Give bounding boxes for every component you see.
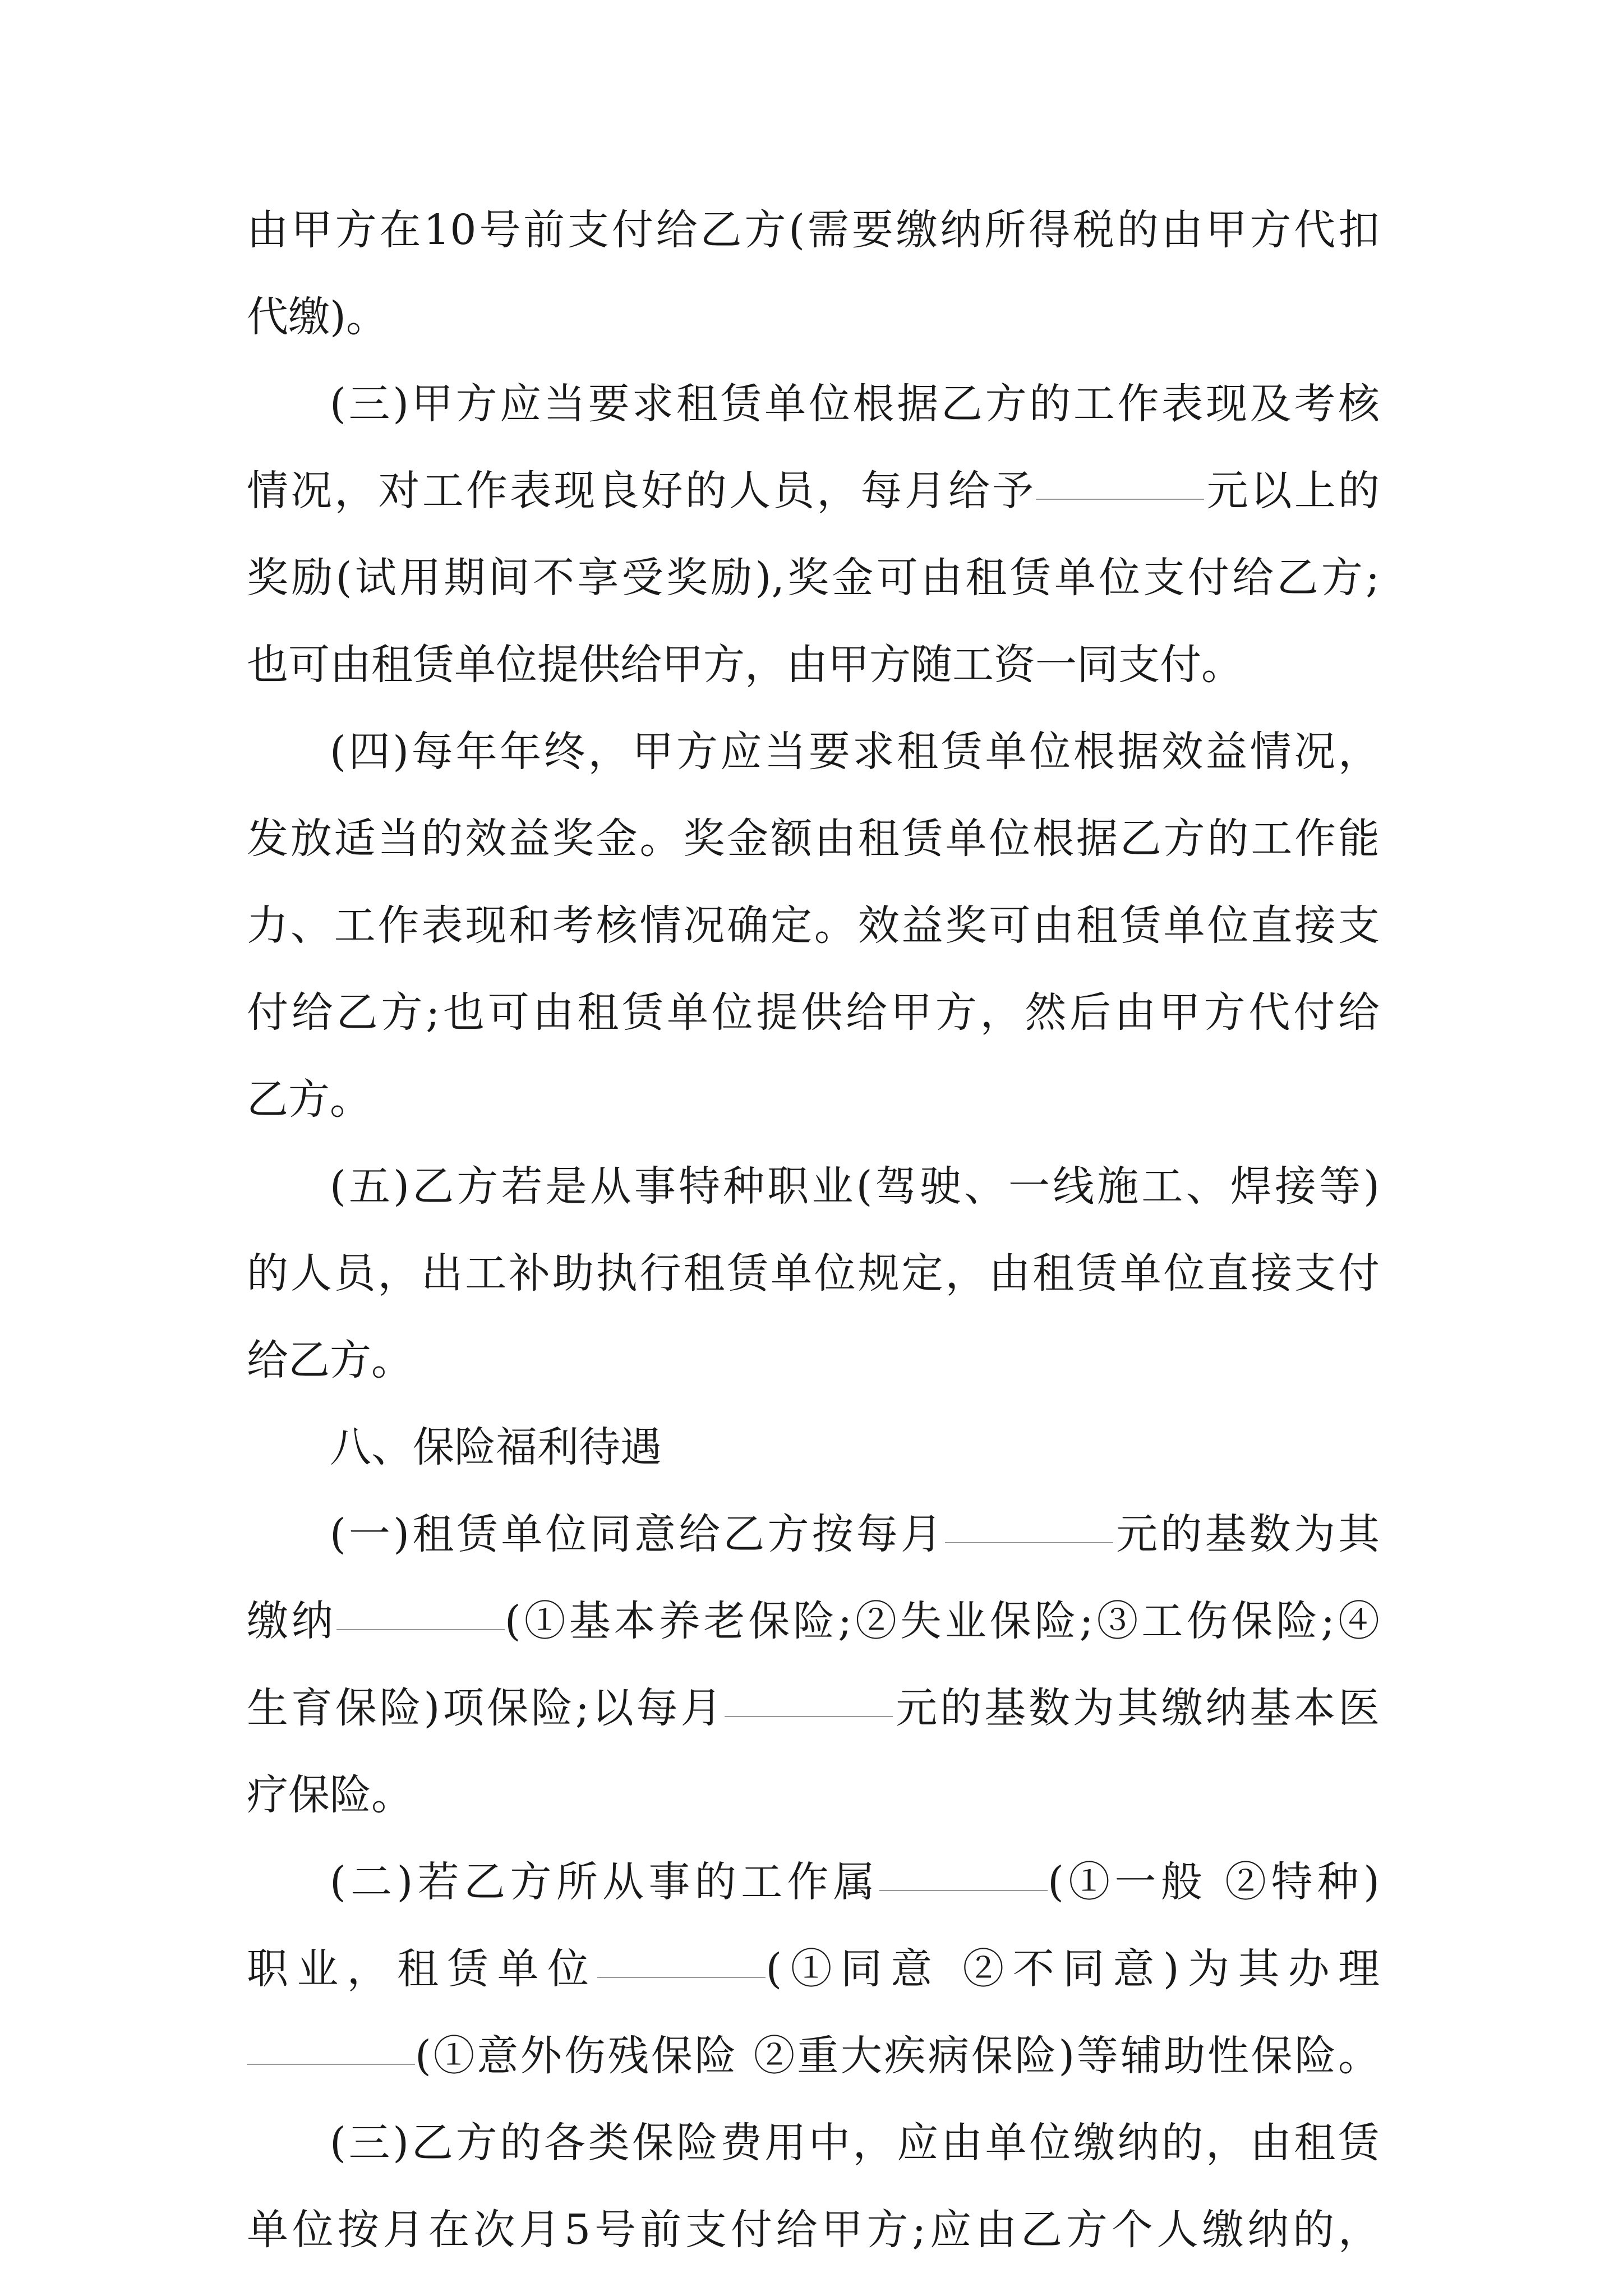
fill-in-blank <box>597 1975 766 1978</box>
text-line: 缴纳 (①基本养老保险;②失业保险;③工伤保险;④ <box>247 1597 1380 1645</box>
text-line: 代缴)。 <box>247 293 388 341</box>
text-line: 的人员，出工补助执行租赁单位规定，由租赁单位直接支付 <box>247 1249 1380 1297</box>
section-heading: 八、保险福利待遇 <box>330 1423 662 1471</box>
fill-in-blank <box>879 1888 1048 1891</box>
text-line: 给乙方。 <box>247 1336 413 1384</box>
text-line: 由甲方在10号前支付给乙方(需要缴纳所得税的由甲方代扣 <box>247 206 1380 254</box>
text-line: 疗保险。 <box>247 1771 413 1819</box>
text-line: (二)若乙方所从事的工作属 (①一般 ②特种) <box>330 1858 1380 1906</box>
text-line: 生育保险)项保险;以每月 元的基数为其缴纳基本医 <box>247 1684 1380 1732</box>
text-line: (一)租赁单位同意给乙方按每月 元的基数为其 <box>330 1510 1380 1558</box>
text-line: (三)甲方应当要求租赁单位根据乙方的工作表现及考核 <box>330 380 1380 428</box>
fill-in-blank <box>725 1714 893 1717</box>
fill-in-blank <box>1036 496 1204 500</box>
text-line: (①意外伤残保险 ②重大疾病保险)等辅助性保险。 <box>247 2022 1380 2090</box>
text-line: 力、工作表现和考核情况确定。效益奖可由租赁单位直接支 <box>247 901 1380 950</box>
text-line: 发放适当的效益奖金。奖金额由租赁单位根据乙方的工作能 <box>247 815 1380 863</box>
text-line: (五)乙方若是从事特种职业(驾驶、一线施工、焊接等) <box>330 1162 1380 1211</box>
text-line: 职业，租赁单位 (①同意 ②不同意)为其办理 <box>247 1945 1380 1993</box>
text-line: 情况，对工作表现良好的人员，每月给予 元以上的 <box>247 467 1380 515</box>
text-line: 奖励(试用期间不享受奖励),奖金可由租赁单位支付给乙方; <box>247 554 1380 602</box>
text-line: 付给乙方;也可由租赁单位提供给甲方，然后由甲方代付给 <box>247 988 1380 1037</box>
fill-in-blank <box>336 1627 505 1630</box>
text-line: 也可由租赁单位提供给甲方，由甲方随工资一同支付。 <box>247 641 1243 689</box>
text-line: 单位按月在次月5号前支付给甲方;应由乙方个人缴纳的， <box>247 2206 1380 2254</box>
text-line: (三)乙方的各类保险费用中，应由单位缴纳的，由租赁 <box>330 2119 1380 2167</box>
fill-in-blank <box>247 2062 415 2065</box>
fill-in-blank <box>945 1540 1113 1543</box>
text-line: 乙方。 <box>247 1075 371 1124</box>
text-line: (四)每年年终，甲方应当要求租赁单位根据效益情况， <box>330 728 1380 776</box>
